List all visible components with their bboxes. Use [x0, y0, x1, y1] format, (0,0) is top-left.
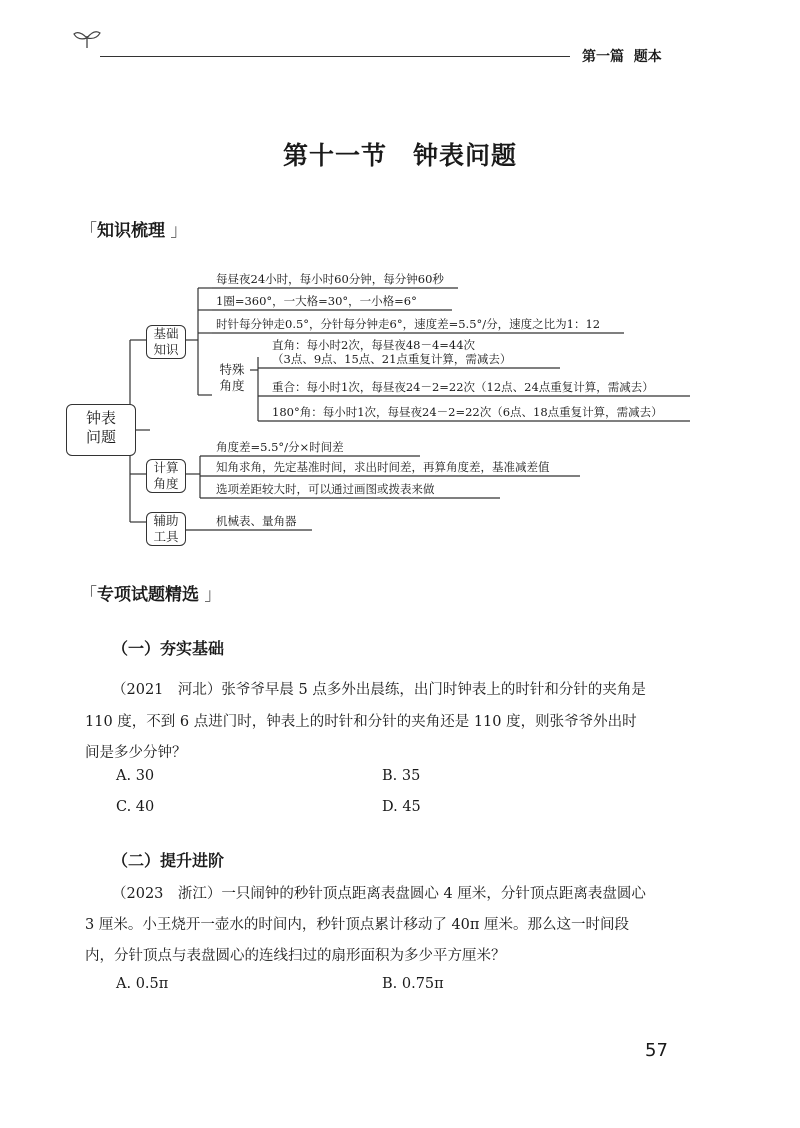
- header-name: 题本: [633, 49, 662, 65]
- page-number: 57: [645, 1040, 668, 1061]
- special-label-1: 特殊: [219, 362, 245, 377]
- part1-line-1: （2021 河北）张爷爷早晨 5 点多外出晨练，出门时钟表上的时针和分针的夹角是: [112, 682, 646, 698]
- calc-label-2: 角度: [153, 476, 179, 491]
- part1-line-2: 110 度，不到 6 点进门时，钟表上的时针和分针的夹角还是 110 度，则张爷爷外出时: [85, 714, 637, 730]
- node-calc-angle: [146, 459, 186, 493]
- part2-heading: （二）提升进阶: [112, 851, 225, 870]
- part1-option-c: C. 40: [116, 799, 155, 815]
- section-knowledge: 「知识梳理 」: [80, 221, 188, 241]
- section-selected: 「专项试题精选 」: [80, 585, 222, 605]
- special-right-angle: 直角：每小时2次，每昼夜48－4=44次: [272, 338, 476, 352]
- part2-line-3: 内，分针顶点与表盘圆心的连线扫过的扇形面积为多少平方厘米？: [85, 948, 506, 964]
- basic-item-1: 每昼夜24小时，每小时60分钟，每分钟60秒: [216, 272, 444, 286]
- calc-label-1: 计算: [153, 460, 179, 475]
- basic-label-1: 基础: [153, 326, 179, 341]
- part2-option-b: B. 0.75π: [382, 976, 444, 992]
- node-tools: [146, 512, 186, 546]
- section-selected-label: 专项试题精选: [97, 585, 199, 605]
- header-part: 第一篇: [582, 49, 624, 65]
- root-line1: 钟表: [85, 409, 116, 427]
- tools-label-2: 工具: [153, 529, 179, 544]
- basic-item-3: 时针每分钟走0.5°，分针每分钟走6°，速度差=5.5°/分，速度之比为1：12: [216, 317, 601, 331]
- part2-line-1: （2023 浙江）一只闹钟的秒针顶点距离表盘圆心 4 厘米，分针顶点距离表盘圆心: [112, 886, 646, 902]
- part1-option-d: D. 45: [382, 799, 421, 815]
- calc-item-2: 知角求角，先定基准时间，求出时间差，再算角度差，基准减差值: [216, 460, 550, 474]
- part1-option-a: A. 30: [116, 768, 155, 784]
- node-basic-knowledge: [146, 325, 186, 359]
- tools-label-1: 辅助: [153, 513, 179, 528]
- node-special-angle: [214, 362, 250, 394]
- tools-item-1: 机械表、量角器: [216, 514, 297, 528]
- part1-heading: （一）夯实基础: [112, 639, 225, 658]
- special-label-2: 角度: [219, 378, 245, 393]
- section-knowledge-label: 知识梳理: [97, 221, 165, 241]
- special-right-angle-note: （3点、9点、15点、21点重复计算，需减去）: [272, 352, 512, 366]
- part2-line-2: 3 厘米。小王烧开一壶水的时间内，秒针顶点累计移动了 40π 厘米。那么这一时间段: [85, 917, 630, 933]
- page-title: 第十一节 钟表问题: [282, 141, 517, 170]
- part2-option-a: A. 0.5π: [116, 976, 169, 992]
- root-line2: 问题: [85, 428, 116, 446]
- part1-line-3: 间是多少分钟？: [85, 745, 187, 761]
- calc-item-3: 选项差距较大时，可以通过画图或拨表来做: [216, 482, 435, 496]
- basic-item-2: 1圈=360°，一大格=30°，一小格=6°: [216, 294, 417, 308]
- part1-option-b: B. 35: [382, 768, 421, 784]
- mindmap-root: [66, 404, 136, 456]
- calc-item-1: 角度差=5.5°/分×时间差: [216, 440, 344, 454]
- special-straight: 180°角：每小时1次，每昼夜24－2=22次（6点、18点重复计算，需减去）: [272, 405, 663, 419]
- basic-label-2: 知识: [153, 342, 179, 357]
- special-overlap: 重合：每小时1次，每昼夜24－2=22次（12点、24点重复计算，需减去）: [272, 380, 654, 394]
